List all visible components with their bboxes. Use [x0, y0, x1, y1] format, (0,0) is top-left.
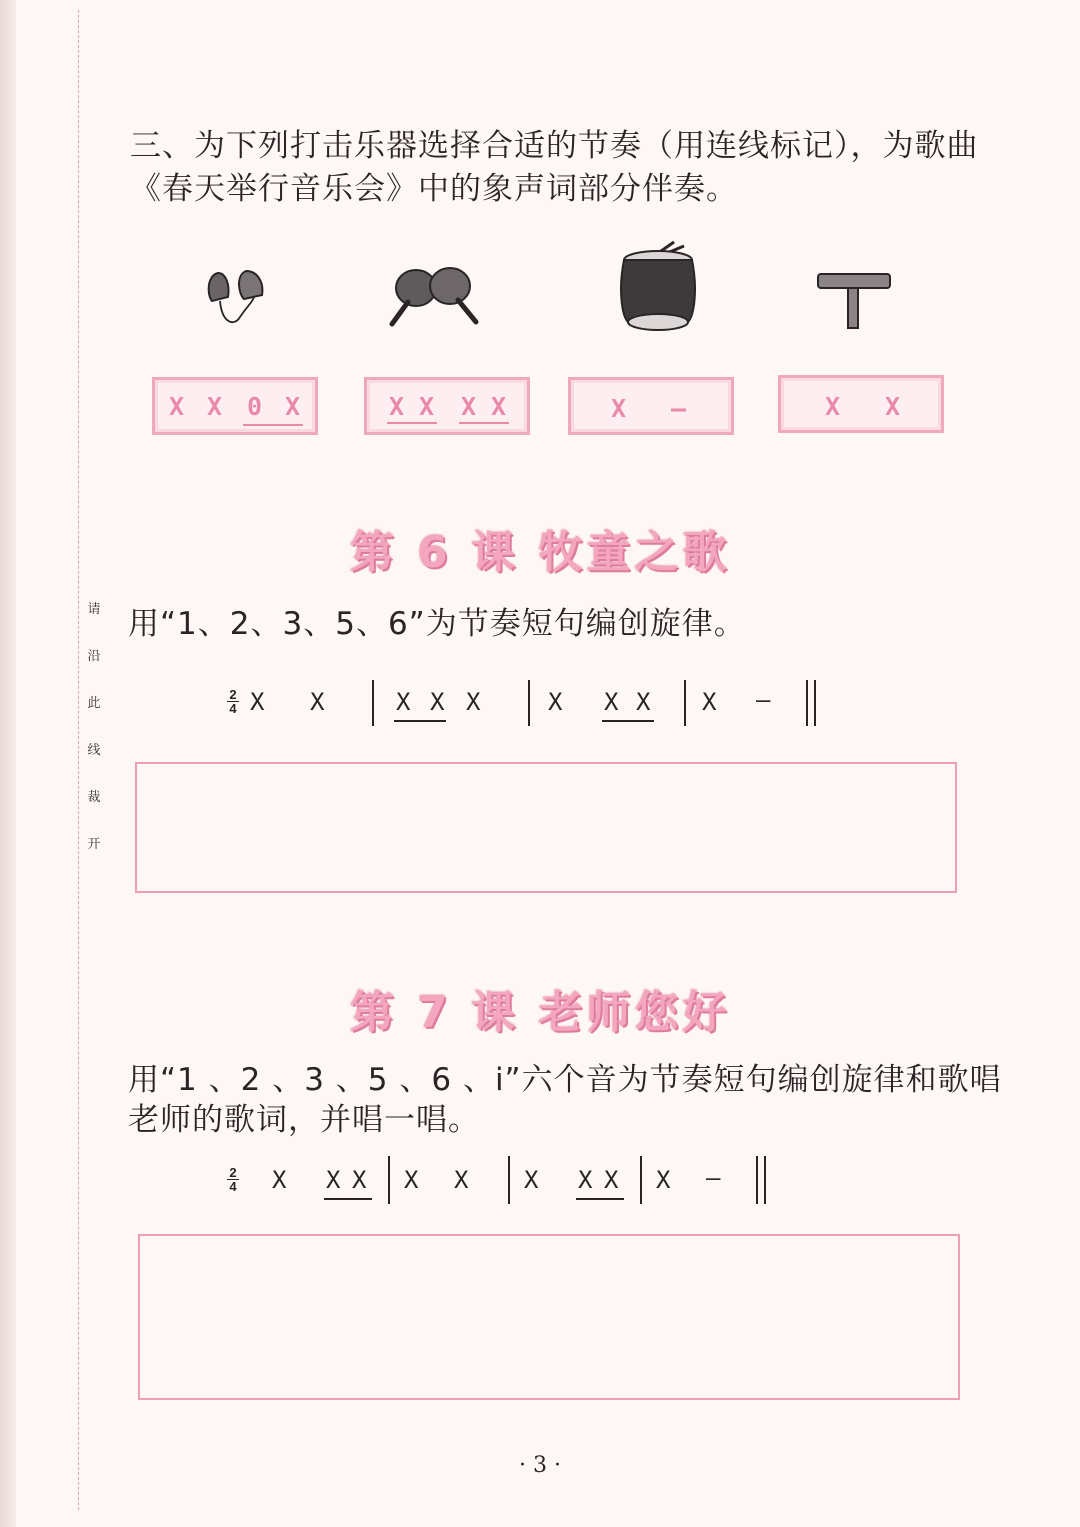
cut-char: 裁	[87, 790, 101, 805]
lesson6-title: 第 6 课 牧童之歌	[349, 527, 731, 578]
lesson7-instruction-line1: 用“1 、2 、3 、5 、6 、i”六个音为节奏短句编创旋律和歌唱	[128, 1062, 1002, 1098]
final-barline	[764, 1156, 766, 1204]
rhythm-underline	[243, 424, 303, 426]
rhythm-note: X	[430, 688, 445, 716]
barline	[806, 680, 808, 726]
rhythm-note: X	[636, 688, 651, 716]
rhythm-note: X	[702, 688, 717, 716]
rhythm-note: X	[656, 1166, 671, 1194]
rhythm-note: X	[461, 392, 477, 421]
lesson6-instruction: 用“1、2、3、5、6”为节奏短句编创旋律。	[128, 606, 746, 642]
rhythm-note: X	[885, 392, 901, 421]
section3-question-line2: 《春天举行音乐会》中的象声词部分伴奏。	[130, 171, 738, 207]
rhythm-note: X	[352, 1166, 367, 1194]
lesson7-title: 第 7 课 老师您好	[349, 987, 731, 1038]
cut-char: 请	[87, 602, 101, 617]
book-spine	[0, 0, 16, 1527]
rhythm-note: X	[419, 392, 435, 421]
lesson7-instruction-line2: 老师的歌词，并唱一唱。	[128, 1102, 480, 1138]
section3-question-line1: 三、为下列打击乐器选择合适的节奏（用连线标记），为歌曲	[130, 128, 979, 164]
rhythm-rest: 0	[247, 392, 263, 421]
lesson7-rhythm	[0, 1156, 1080, 1216]
barline	[528, 680, 530, 726]
cut-char: 线	[87, 743, 101, 758]
barline	[508, 1156, 510, 1204]
rhythm-note: X	[604, 688, 619, 716]
lesson6-answer-box[interactable]	[135, 762, 957, 893]
barline	[684, 680, 686, 726]
rhythm-box-1	[152, 377, 318, 435]
cut-char: 此	[87, 696, 101, 711]
cut-line	[78, 10, 79, 1510]
rhythm-note: X	[310, 688, 325, 716]
rhythm-note: X	[466, 688, 481, 716]
bell-icon	[200, 265, 280, 335]
wood-block-icon	[814, 270, 894, 332]
rhythm-note: X	[524, 1166, 539, 1194]
rhythm-note: X	[396, 688, 411, 716]
rhythm-underline	[459, 422, 509, 424]
rhythm-box-2	[364, 377, 530, 435]
cut-char: 沿	[87, 649, 101, 664]
rhythm-dash: –	[706, 1164, 721, 1192]
time-signature: 2 4	[226, 1166, 240, 1193]
rhythm-note: X	[272, 1166, 287, 1194]
rhythm-dash: –	[756, 686, 771, 714]
rhythm-note: X	[548, 688, 563, 716]
rhythm-note: X	[326, 1166, 341, 1194]
rhythm-underline	[394, 720, 446, 722]
rhythm-note: X	[404, 1166, 419, 1194]
final-barline	[814, 680, 816, 726]
lesson6-rhythm	[0, 680, 1080, 740]
rhythm-note: X	[454, 1166, 469, 1194]
cut-char: 开	[87, 837, 101, 852]
rhythm-underline	[387, 422, 437, 424]
rhythm-underline	[576, 1198, 624, 1200]
rhythm-box-3	[568, 377, 734, 435]
rhythm-note: X	[250, 688, 265, 716]
rhythm-note: X	[611, 394, 627, 423]
barline	[756, 1156, 758, 1204]
rhythm-note: X	[578, 1166, 593, 1194]
barline	[388, 1156, 390, 1204]
rhythm-note: X	[825, 392, 841, 421]
time-signature: 2 4	[226, 688, 240, 715]
rhythm-note: X	[207, 392, 223, 421]
rhythm-note: X	[604, 1166, 619, 1194]
barline	[640, 1156, 642, 1204]
rhythm-dash: –	[671, 394, 687, 423]
drum-icon	[614, 240, 704, 332]
barline	[372, 680, 374, 726]
rhythm-underline	[602, 720, 654, 722]
rhythm-note: X	[169, 392, 185, 421]
rhythm-note: X	[285, 392, 301, 421]
rhythm-box-4	[778, 375, 944, 433]
maracas-icon	[384, 262, 484, 330]
rhythm-note: X	[389, 392, 405, 421]
page-number: · 3 ·	[519, 1453, 561, 1478]
rhythm-underline	[324, 1198, 372, 1200]
lesson7-answer-box[interactable]	[138, 1234, 960, 1400]
rhythm-note: X	[491, 392, 507, 421]
